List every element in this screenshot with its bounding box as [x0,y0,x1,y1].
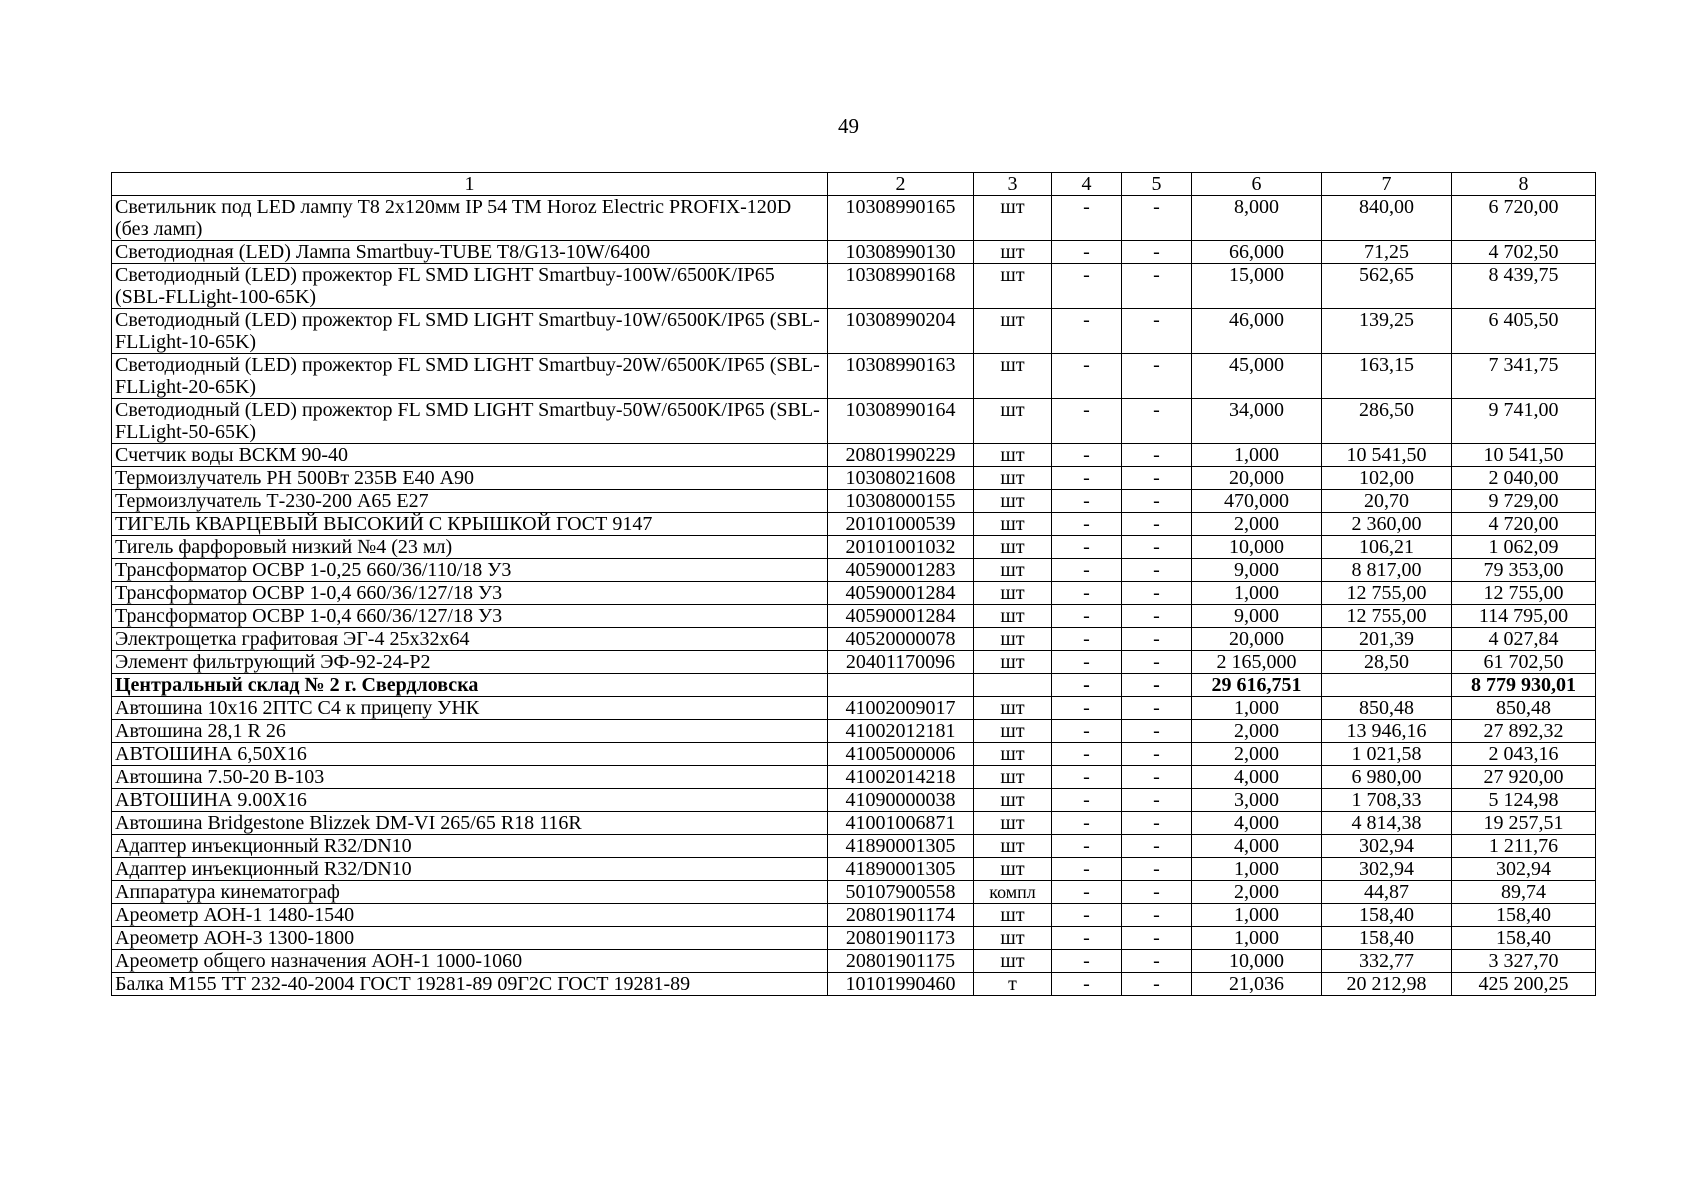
table-row [112,559,1596,582]
table-row [112,490,1596,513]
col4-cell: - [1052,559,1122,582]
sum-cell: 7 341,75 [1452,354,1596,399]
col4-cell: - [1052,467,1122,490]
col5-cell: - [1122,835,1192,858]
table-row [112,858,1596,881]
table-row [112,743,1596,766]
col5-cell: - [1122,881,1192,904]
sum-cell: 3 327,70 [1452,950,1596,973]
sum-cell: 1 211,76 [1452,835,1596,858]
quantity-cell: 2,000 [1192,513,1322,536]
column-header-8: 8 [1452,173,1596,196]
col4-cell: - [1052,628,1122,651]
unit-cell: шт [974,399,1052,444]
price-cell: 163,15 [1322,354,1452,399]
quantity-cell: 34,000 [1192,399,1322,444]
item-code-cell: 40590001284 [828,605,974,628]
quantity-cell: 10,000 [1192,536,1322,559]
subtotal-row [112,674,1596,697]
col5-cell: - [1122,674,1192,697]
sum-cell: 8 439,75 [1452,264,1596,309]
column-header-4: 4 [1052,173,1122,196]
column-header-1: 1 [112,173,828,196]
item-name-cell: Центральный склад № 2 г. Свердловска [112,674,828,697]
item-name-cell: АВТОШИНА 6,50Х16 [112,743,828,766]
item-code-cell: 41002014218 [828,766,974,789]
unit-cell: шт [974,628,1052,651]
col5-cell: - [1122,536,1192,559]
price-cell: 158,40 [1322,927,1452,950]
quantity-cell: 2,000 [1192,720,1322,743]
sum-cell: 19 257,51 [1452,812,1596,835]
price-cell: 6 980,00 [1322,766,1452,789]
quantity-cell: 45,000 [1192,354,1322,399]
col5-cell: - [1122,743,1192,766]
item-code-cell: 20801901174 [828,904,974,927]
unit-cell: шт [974,835,1052,858]
item-name-cell: Адаптер инъекционный R32/DN10 [112,835,828,858]
item-name-cell: Автошина 7.50-20 В-103 [112,766,828,789]
item-name-cell: Трансформатор ОСВР 1-0,25 660/36/110/18 У3 [112,559,828,582]
col4-cell: - [1052,927,1122,950]
col4-cell: - [1052,490,1122,513]
item-name-cell: Электрощетка графитовая ЭГ-4 25х32х64 [112,628,828,651]
col5-cell: - [1122,950,1192,973]
col5-cell: - [1122,812,1192,835]
unit-cell: шт [974,444,1052,467]
sum-cell: 158,40 [1452,927,1596,950]
column-header-7: 7 [1322,173,1452,196]
sum-cell: 302,94 [1452,858,1596,881]
sum-cell: 6 720,00 [1452,196,1596,241]
quantity-cell: 9,000 [1192,559,1322,582]
sum-cell: 6 405,50 [1452,309,1596,354]
column-header-2: 2 [828,173,974,196]
unit-cell: шт [974,490,1052,513]
sum-cell: 158,40 [1452,904,1596,927]
item-code-cell: 10308990165 [828,196,974,241]
unit-cell: т [974,973,1052,996]
col5-cell: - [1122,651,1192,674]
price-cell: 158,40 [1322,904,1452,927]
item-name-cell: Светодиодный (LED) прожектор FL SMD LIGHT Smartbuy-50W/6500K/IP65 (SBL-FLLight-50-65K) [112,399,828,444]
col4-cell: - [1052,354,1122,399]
unit-cell: шт [974,467,1052,490]
price-cell: 286,50 [1322,399,1452,444]
col4-cell: - [1052,789,1122,812]
price-cell: 102,00 [1322,467,1452,490]
sum-cell: 4 702,50 [1452,241,1596,264]
table-row [112,927,1596,950]
table-row [112,467,1596,490]
unit-cell: шт [974,789,1052,812]
item-name-cell: АВТОШИНА 9.00Х16 [112,789,828,812]
col4-cell: - [1052,444,1122,467]
item-name-cell: Светодиодная (LED) Лампа Smartbuy-TUBE T8/G13-10W/6400 [112,241,828,264]
item-name-cell: Трансформатор ОСВР 1-0,4 660/36/127/18 У3 [112,582,828,605]
table-row [112,354,1596,399]
price-cell: 139,25 [1322,309,1452,354]
item-code-cell: 20801990229 [828,444,974,467]
unit-cell: шт [974,651,1052,674]
table-row [112,789,1596,812]
quantity-cell: 9,000 [1192,605,1322,628]
quantity-cell: 1,000 [1192,582,1322,605]
item-name-cell: Светодиодный (LED) прожектор FL SMD LIGHT Smartbuy-100W/6500K/IP65 (SBL-FLLight-100-65K) [112,264,828,309]
sum-cell: 850,48 [1452,697,1596,720]
price-cell: 332,77 [1322,950,1452,973]
table-row [112,513,1596,536]
price-cell: 20 212,98 [1322,973,1452,996]
item-name-cell: Трансформатор ОСВР 1-0,4 660/36/127/18 У3 [112,605,828,628]
col4-cell: - [1052,973,1122,996]
sum-cell: 61 702,50 [1452,651,1596,674]
unit-cell: шт [974,582,1052,605]
sum-cell: 5 124,98 [1452,789,1596,812]
price-cell: 20,70 [1322,490,1452,513]
table-row [112,628,1596,651]
unit-cell: шт [974,309,1052,354]
table-row [112,766,1596,789]
quantity-cell: 4,000 [1192,812,1322,835]
quantity-cell: 10,000 [1192,950,1322,973]
quantity-cell: 3,000 [1192,789,1322,812]
unit-cell: шт [974,354,1052,399]
item-name-cell: Тигель фарфоровый низкий №4 (23 мл) [112,536,828,559]
col4-cell: - [1052,950,1122,973]
table-row [112,812,1596,835]
col4-cell: - [1052,513,1122,536]
item-code-cell: 41002009017 [828,697,974,720]
price-cell: 1 708,33 [1322,789,1452,812]
quantity-cell: 66,000 [1192,241,1322,264]
unit-cell: шт [974,513,1052,536]
column-header-6: 6 [1192,173,1322,196]
item-code-cell: 10308990168 [828,264,974,309]
quantity-cell: 1,000 [1192,697,1322,720]
sum-cell: 10 541,50 [1452,444,1596,467]
price-cell: 12 755,00 [1322,605,1452,628]
col5-cell: - [1122,559,1192,582]
table-row [112,651,1596,674]
col4-cell: - [1052,605,1122,628]
table-row [112,399,1596,444]
col4-cell: - [1052,399,1122,444]
unit-cell: шт [974,605,1052,628]
col5-cell: - [1122,720,1192,743]
price-cell: 302,94 [1322,835,1452,858]
item-code-cell: 41002012181 [828,720,974,743]
col4-cell: - [1052,720,1122,743]
sum-cell: 2 040,00 [1452,467,1596,490]
price-cell: 302,94 [1322,858,1452,881]
table-row [112,697,1596,720]
quantity-cell: 20,000 [1192,628,1322,651]
item-code-cell: 20101000539 [828,513,974,536]
quantity-cell: 1,000 [1192,858,1322,881]
item-name-cell: Элемент фильтрующий ЭФ-92-24-Р2 [112,651,828,674]
quantity-cell: 2,000 [1192,881,1322,904]
item-name-cell: Автошина 28,1 R 26 [112,720,828,743]
unit-cell: шт [974,927,1052,950]
item-name-cell: ТИГЕЛЬ КВАРЦЕВЫЙ ВЫСОКИЙ С КРЫШКОЙ ГОСТ 9147 [112,513,828,536]
table-row [112,950,1596,973]
item-code-cell: 50107900558 [828,881,974,904]
unit-cell: шт [974,241,1052,264]
item-name-cell: Термоизлучатель Т-230-200 А65 Е27 [112,490,828,513]
col5-cell: - [1122,904,1192,927]
table-row [112,241,1596,264]
item-name-cell: Аппаратура кинематограф [112,881,828,904]
item-code-cell: 20101001032 [828,536,974,559]
quantity-cell: 2 165,000 [1192,651,1322,674]
col5-cell: - [1122,766,1192,789]
sum-cell: 2 043,16 [1452,743,1596,766]
column-header-5: 5 [1122,173,1192,196]
unit-cell: шт [974,559,1052,582]
table-body [112,173,1596,996]
quantity-cell: 1,000 [1192,444,1322,467]
table-row [112,835,1596,858]
col5-cell: - [1122,490,1192,513]
sum-cell: 27 892,32 [1452,720,1596,743]
col4-cell: - [1052,812,1122,835]
sum-cell: 79 353,00 [1452,559,1596,582]
quantity-cell: 470,000 [1192,490,1322,513]
unit-cell: шт [974,950,1052,973]
sum-cell: 1 062,09 [1452,536,1596,559]
price-cell: 8 817,00 [1322,559,1452,582]
sum-cell: 89,74 [1452,881,1596,904]
column-header-3: 3 [974,173,1052,196]
item-name-cell: Автошина 10х16 2ПТС С4 к прицепу УНК [112,697,828,720]
table-row [112,196,1596,241]
col4-cell: - [1052,743,1122,766]
price-cell: 28,50 [1322,651,1452,674]
quantity-cell: 15,000 [1192,264,1322,309]
item-name-cell: Ареометр АОН-1 1480-1540 [112,904,828,927]
table-row [112,264,1596,309]
item-code-cell: 41890001305 [828,858,974,881]
item-code-cell: 41090000038 [828,789,974,812]
item-code-cell: 10308990130 [828,241,974,264]
col4-cell: - [1052,904,1122,927]
col4-cell: - [1052,835,1122,858]
col4-cell: - [1052,536,1122,559]
item-code-cell: 10308990204 [828,309,974,354]
item-name-cell: Светодиодный (LED) прожектор FL SMD LIGHT Smartbuy-10W/6500K/IP65 (SBL-FLLight-10-65K) [112,309,828,354]
table-row [112,582,1596,605]
price-cell: 12 755,00 [1322,582,1452,605]
table-row [112,309,1596,354]
price-cell: 850,48 [1322,697,1452,720]
item-code-cell: 40590001283 [828,559,974,582]
col5-cell: - [1122,858,1192,881]
unit-cell: шт [974,264,1052,309]
sum-cell: 4 720,00 [1452,513,1596,536]
item-name-cell: Балка М155 ТТ 232-40-2004 ГОСТ 19281-89 09Г2С ГОСТ 19281-89 [112,973,828,996]
quantity-cell: 4,000 [1192,835,1322,858]
price-cell: 10 541,50 [1322,444,1452,467]
price-cell: 4 814,38 [1322,812,1452,835]
col4-cell: - [1052,674,1122,697]
item-code-cell: 20801901173 [828,927,974,950]
sum-cell: 9 729,00 [1452,490,1596,513]
item-code-cell: 40520000078 [828,628,974,651]
col4-cell: - [1052,264,1122,309]
col5-cell: - [1122,354,1192,399]
sum-cell: 27 920,00 [1452,766,1596,789]
item-code-cell: 20401170096 [828,651,974,674]
item-code-cell: 10308000155 [828,490,974,513]
col5-cell: - [1122,789,1192,812]
col5-cell: - [1122,444,1192,467]
price-cell: 13 946,16 [1322,720,1452,743]
col5-cell: - [1122,399,1192,444]
quantity-cell: 20,000 [1192,467,1322,490]
item-name-cell: Автошина Bridgestone Blizzek DM-VI 265/65 R18 116R [112,812,828,835]
item-code-cell [828,674,974,697]
page-number: 49 [838,114,859,138]
item-name-cell: Термоизлучатель РН 500Вт 235В Е40 А90 [112,467,828,490]
price-cell: 106,21 [1322,536,1452,559]
price-cell [1322,674,1452,697]
unit-cell: шт [974,196,1052,241]
price-cell: 840,00 [1322,196,1452,241]
unit-cell: шт [974,743,1052,766]
item-code-cell: 10308990164 [828,399,974,444]
unit-cell: шт [974,904,1052,927]
unit-cell: шт [974,766,1052,789]
col5-cell: - [1122,973,1192,996]
sum-cell: 12 755,00 [1452,582,1596,605]
unit-cell: шт [974,697,1052,720]
col4-cell: - [1052,881,1122,904]
col5-cell: - [1122,513,1192,536]
item-name-cell: Адаптер инъекционный R32/DN10 [112,858,828,881]
quantity-cell: 2,000 [1192,743,1322,766]
inventory-table [111,172,1596,996]
quantity-cell: 1,000 [1192,904,1322,927]
col4-cell: - [1052,196,1122,241]
item-code-cell: 41005000006 [828,743,974,766]
sum-cell: 9 741,00 [1452,399,1596,444]
item-name-cell: Ареометр общего назначения АОН-1 1000-1060 [112,950,828,973]
col5-cell: - [1122,467,1192,490]
quantity-cell: 8,000 [1192,196,1322,241]
header-row [112,173,1596,196]
sum-cell: 8 779 930,01 [1452,674,1596,697]
col5-cell: - [1122,264,1192,309]
sum-cell: 114 795,00 [1452,605,1596,628]
col5-cell: - [1122,582,1192,605]
col5-cell: - [1122,241,1192,264]
col5-cell: - [1122,697,1192,720]
table-row [112,605,1596,628]
table-row [112,973,1596,996]
sum-cell: 425 200,25 [1452,973,1596,996]
table-row [112,444,1596,467]
item-code-cell: 10101990460 [828,973,974,996]
item-name-cell: Светильник под LED лампу Т8 2х120мм IP 54 TM Horoz Electric PROFIX-120D (без ламп) [112,196,828,241]
price-cell: 44,87 [1322,881,1452,904]
unit-cell: шт [974,858,1052,881]
table-row [112,904,1596,927]
price-cell: 201,39 [1322,628,1452,651]
unit-cell: шт [974,720,1052,743]
col4-cell: - [1052,651,1122,674]
price-cell: 2 360,00 [1322,513,1452,536]
col5-cell: - [1122,605,1192,628]
col4-cell: - [1052,582,1122,605]
quantity-cell: 4,000 [1192,766,1322,789]
quantity-cell: 21,036 [1192,973,1322,996]
price-cell: 562,65 [1322,264,1452,309]
price-cell: 71,25 [1322,241,1452,264]
table-row [112,536,1596,559]
col4-cell: - [1052,241,1122,264]
unit-cell: шт [974,536,1052,559]
col5-cell: - [1122,196,1192,241]
quantity-cell: 46,000 [1192,309,1322,354]
quantity-cell: 29 616,751 [1192,674,1322,697]
col4-cell: - [1052,858,1122,881]
col4-cell: - [1052,309,1122,354]
item-name-cell: Ареометр АОН-3 1300-1800 [112,927,828,950]
sum-cell: 4 027,84 [1452,628,1596,651]
item-code-cell: 20801901175 [828,950,974,973]
price-cell: 1 021,58 [1322,743,1452,766]
item-name-cell: Светодиодный (LED) прожектор FL SMD LIGHT Smartbuy-20W/6500K/IP65 (SBL-FLLight-20-65K) [112,354,828,399]
unit-cell [974,674,1052,697]
item-code-cell: 41001006871 [828,812,974,835]
col5-cell: - [1122,628,1192,651]
col5-cell: - [1122,309,1192,354]
unit-cell: компл [974,881,1052,904]
unit-cell: шт [974,812,1052,835]
item-code-cell: 40590001284 [828,582,974,605]
col4-cell: - [1052,697,1122,720]
item-code-cell: 10308021608 [828,467,974,490]
item-code-cell: 10308990163 [828,354,974,399]
col5-cell: - [1122,927,1192,950]
table-row [112,720,1596,743]
item-code-cell: 41890001305 [828,835,974,858]
col4-cell: - [1052,766,1122,789]
quantity-cell: 1,000 [1192,927,1322,950]
item-name-cell: Счетчик воды ВСКМ 90-40 [112,444,828,467]
table-row [112,881,1596,904]
